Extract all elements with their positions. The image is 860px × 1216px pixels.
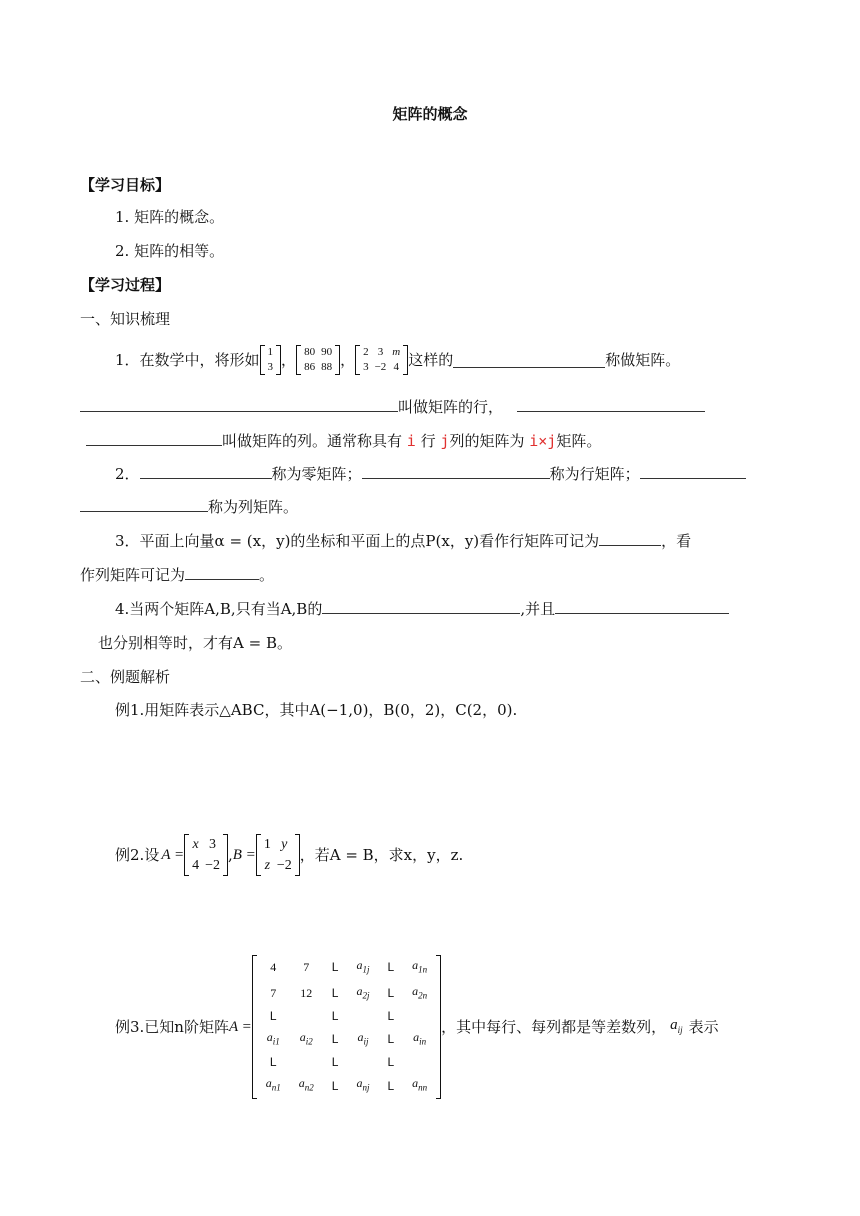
- matrix-cell: x: [192, 837, 199, 852]
- matrix-cell: L: [331, 1055, 339, 1070]
- matrix-cell: 3: [209, 837, 217, 852]
- matrix-cell: 3: [377, 346, 384, 358]
- matrix-cell: [347, 1006, 378, 1027]
- aij-subscript: ij: [677, 1024, 683, 1035]
- q4-text: 4.当两个矩阵A,B,只有当A,B的: [115, 600, 323, 618]
- answer-blank[interactable]: [640, 464, 746, 479]
- matrix-cell: $a_{1n}$: [412, 958, 428, 975]
- matrix-cell: L: [331, 1009, 339, 1023]
- matrix-cell: L: [387, 1009, 395, 1023]
- matrix-cell: L: [387, 1055, 395, 1070]
- matrix-cell: $a_{2n}$: [412, 983, 428, 1000]
- q2-text: 称为零矩阵；: [271, 465, 362, 483]
- q2-line: [115, 464, 746, 484]
- q1-col-line: [86, 431, 601, 451]
- matrix-column-example: [260, 345, 282, 375]
- matrix-cell: [347, 1052, 378, 1073]
- matrix-cell: m: [392, 346, 401, 358]
- answer-blank[interactable]: [86, 431, 222, 446]
- matrix-cell: 3: [363, 361, 369, 373]
- comma: ，: [340, 351, 356, 369]
- q3-line: [115, 531, 691, 551]
- matrix-cell: 4: [270, 960, 277, 975]
- matrix-n-label: A =: [228, 1019, 252, 1035]
- matrix-cell: 12: [300, 985, 313, 1000]
- q1-text: 这样的: [408, 351, 454, 369]
- matrix-cell: $a_{n2}$: [298, 1076, 314, 1093]
- index-i: i: [406, 432, 416, 450]
- matrix-cell: L: [331, 1032, 339, 1047]
- q3-line2: [80, 565, 274, 585]
- matrix-cell: L: [387, 1078, 395, 1093]
- index-ixj: i×j: [529, 432, 557, 450]
- answer-blank[interactable]: [362, 464, 550, 479]
- part2-heading: 二、例题解析: [80, 668, 171, 686]
- example-1: 例1.用矩阵表示△ABC，其中A(−1,0)，B(0，2)，C(2，0).: [115, 701, 518, 719]
- matrix-cell: 4: [393, 361, 400, 373]
- matrix-cell: z: [264, 858, 271, 873]
- matrix-cell: L: [331, 1078, 339, 1093]
- goal-item-1: 1. 矩阵的概念。: [115, 208, 225, 226]
- comma: ，: [281, 351, 297, 369]
- matrix-cell: y: [281, 837, 288, 852]
- example-3: [115, 958, 719, 1096]
- part1-heading: 一、知识梳理: [80, 310, 171, 328]
- matrix-cell: L: [269, 1009, 277, 1023]
- matrix-cell: 90: [321, 346, 333, 358]
- matrix-cell: 7: [303, 960, 310, 975]
- aij-base: a: [670, 1016, 678, 1033]
- matrix-cell: $a_{1j}$: [356, 958, 370, 975]
- q1-line: [115, 342, 680, 378]
- ex2-text: ，若A = B，求x，y，z.: [299, 846, 464, 864]
- q3-text: ，看: [661, 532, 692, 550]
- goal-item-2: 2. 矩阵的相等。: [115, 242, 225, 260]
- example-2: [115, 832, 463, 878]
- matrix-cell: L: [331, 985, 339, 1000]
- q1-prefix: 1．在数学中，将形如: [115, 351, 260, 369]
- matrix-cell: $a_{ij}$: [357, 1030, 369, 1047]
- matrix-cell: 86: [304, 361, 316, 373]
- q1-text: 行: [420, 432, 436, 450]
- matrix-cell: −2: [374, 361, 387, 373]
- matrix-cell: L: [387, 1032, 395, 1047]
- answer-blank[interactable]: [185, 565, 259, 580]
- answer-blank[interactable]: [80, 397, 398, 412]
- matrix-rect-example: [355, 345, 408, 375]
- matrix-cell: L: [387, 960, 395, 975]
- answer-blank[interactable]: [453, 353, 605, 368]
- section-process-heading: 【学习过程】: [80, 276, 171, 294]
- q1-text: 叫做矩阵的列。通常称具有: [222, 432, 403, 450]
- matrix-cell: L: [269, 1055, 277, 1070]
- matrix-b: [256, 834, 300, 876]
- q3-text: 。: [259, 566, 275, 584]
- q4-line2: 也分别相等时，才有A = B。: [98, 634, 292, 652]
- matrix-cell: $a_{i2}$: [299, 1030, 313, 1047]
- q1-text: 矩阵。: [556, 432, 602, 450]
- matrix-cell: 3: [267, 361, 274, 373]
- answer-blank[interactable]: [322, 599, 520, 614]
- matrix-cell: $a_{n1}$: [265, 1076, 281, 1093]
- q2-line2: [80, 497, 298, 517]
- q4-text: ,并且: [520, 600, 556, 618]
- matrix-cell: [290, 1052, 323, 1073]
- matrix-cell: −2: [276, 858, 292, 873]
- ex3-text: ，其中每行、每列都是等差数列，: [441, 1018, 667, 1036]
- matrix-cell: 88: [321, 361, 333, 373]
- answer-blank[interactable]: [80, 497, 208, 512]
- q1-text: 列的矩阵为: [449, 432, 525, 450]
- matrix-cell: 2: [363, 346, 369, 358]
- page-title: 矩阵的概念: [392, 105, 468, 123]
- ex2-text: ,: [227, 846, 233, 864]
- matrix-cell: $a_{2j}$: [356, 983, 370, 1000]
- ex3-text: 例3.已知n阶矩阵: [115, 1018, 229, 1036]
- matrix-cell: L: [331, 960, 339, 975]
- matrix-cell: $a_{i1}$: [266, 1030, 280, 1047]
- matrix-n: [252, 955, 441, 1099]
- q1-text: 叫做矩阵的行，: [398, 398, 504, 416]
- matrix-cell: [403, 1052, 436, 1073]
- q3-text: 作列矩阵可记为: [80, 566, 186, 584]
- q2-text: 称为列矩阵。: [208, 498, 299, 516]
- answer-blank[interactable]: [555, 599, 729, 614]
- ex2-text: 例2.设: [115, 846, 160, 864]
- aij-symbol: [670, 1015, 683, 1040]
- q4-line: [115, 599, 729, 619]
- matrix-cell: 1: [263, 837, 271, 852]
- q1-text: 称做矩阵。: [605, 351, 681, 369]
- matrix-cell: $a_{nn}$: [412, 1076, 428, 1093]
- matrix-cell: [290, 1006, 323, 1027]
- matrix-cell: 7: [270, 985, 277, 1000]
- answer-blank[interactable]: [599, 531, 661, 546]
- index-j: j: [440, 432, 450, 450]
- matrix-cell: −2: [205, 858, 220, 873]
- matrix-square-example: [296, 345, 340, 375]
- q3-text: 3．平面上向量α = (x，y)的坐标和平面上的点P(x，y)看作行矩阵可记为: [115, 532, 600, 550]
- matrix-b-label: B =: [232, 847, 256, 863]
- q2-text: 2．: [115, 465, 140, 483]
- matrix-cell: [403, 1006, 436, 1027]
- q2-text: 称为行矩阵；: [549, 465, 640, 483]
- matrix-cell: $a_{in}$: [413, 1030, 427, 1047]
- section-goal-heading: 【学习目标】: [80, 176, 171, 194]
- matrix-a: [184, 834, 228, 876]
- ex3-text: 表示: [688, 1018, 719, 1036]
- q1-row-line: [80, 397, 705, 417]
- matrix-cell: $a_{nj}$: [356, 1076, 370, 1093]
- answer-blank[interactable]: [140, 464, 272, 479]
- answer-blank[interactable]: [517, 397, 705, 412]
- matrix-cell: 80: [304, 346, 316, 358]
- matrix-cell: 1: [267, 346, 274, 358]
- matrix-cell: L: [387, 985, 395, 1000]
- matrix-cell: 4: [192, 858, 200, 873]
- matrix-a-label: A =: [161, 847, 185, 863]
